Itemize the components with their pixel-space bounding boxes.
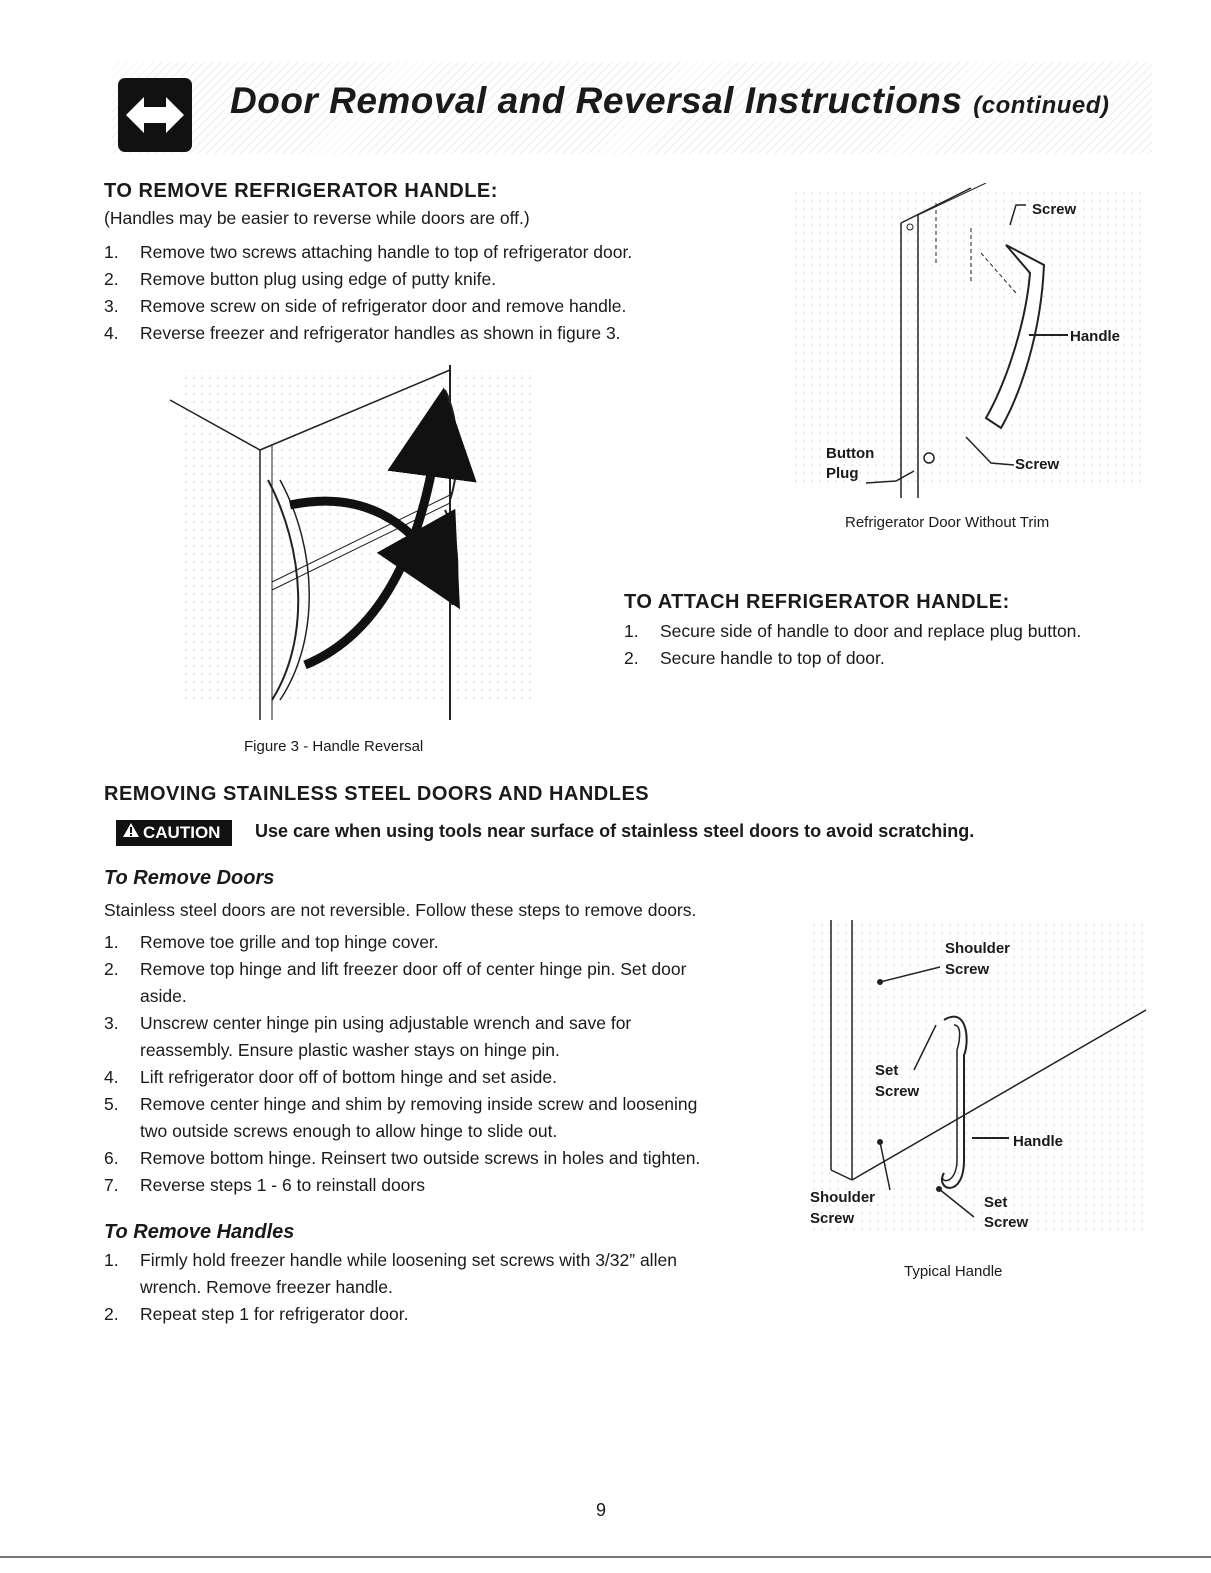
remove-handles-steps [104, 1247, 677, 1328]
label-handle: Handle [1070, 328, 1121, 345]
list-item: 1. Secure side of handle to door and replace plug button. [624, 621, 1082, 641]
label-set-left: Set [875, 1062, 899, 1079]
label-plug: Plug [826, 465, 859, 482]
caution-label: CAUTION [143, 823, 221, 842]
remove-handle-heading: TO REMOVE REFRIGERATOR HANDLE: [104, 180, 498, 202]
list-item: 2. Remove top hinge and lift freezer door off of center hinge pin. Set door aside. [104, 959, 687, 1006]
label-set-right: Set [984, 1194, 1008, 1211]
list-item: 1. Firmly hold freezer handle while loosening set screws with 3/32” allen wrench. Remove freezer handle. [104, 1250, 677, 1297]
caution-badge [116, 820, 232, 846]
typical-handle-caption: Typical Handle [904, 1263, 1003, 1280]
caution-text: Use care when using tools near surface of stainless steel doors to avoid scratching. [255, 821, 975, 841]
figure3-caption: Figure 3 - Handle Reversal [244, 738, 424, 755]
door-figure-caption: Refrigerator Door Without Trim [845, 514, 1050, 531]
stainless-heading: REMOVING STAINLESS STEEL DOORS AND HANDLES [104, 783, 650, 805]
label-handle: Handle [1013, 1133, 1064, 1150]
list-item: 1. Remove toe grille and top hinge cover. [104, 932, 439, 952]
list-item: 4. Reverse freezer and refrigerator handles as shown in figure 3. [104, 323, 621, 343]
label-screw-right: Screw [984, 1214, 1029, 1231]
label-shoulder-top: Shoulder [945, 940, 1011, 957]
list-item: 5. Remove center hinge and shim by removing inside screw and loosening two outside screws enough to allow hinge to slide out. [104, 1094, 698, 1141]
page-title-suffix: (continued) [973, 92, 1110, 119]
handle-reversal-figure [160, 360, 540, 725]
list-item: 3. Unscrew center hinge pin using adjustable wrench and save for reassembly. Ensure plastic washer stays on hinge pin. [104, 1013, 632, 1060]
list-item: 2. Secure handle to top of door. [624, 648, 885, 668]
label-screw-bottom: Screw [810, 1210, 855, 1227]
page-title-text: Door Removal and Reversal Instructions [230, 80, 963, 121]
double-arrow-icon [118, 78, 192, 152]
list-item: 3. Remove screw on side of refrigerator door and remove handle. [104, 296, 627, 316]
list-item: 2. Remove button plug using edge of putty knife. [104, 269, 497, 289]
label-shoulder-bottom: Shoulder [810, 1189, 876, 1206]
label-button: Button [826, 445, 875, 462]
list-item: 1. Remove two screws attaching handle to top of refrigerator door. [104, 242, 633, 262]
list-item: 6. Remove bottom hinge. Reinsert two outside screws in holes and tighten. [104, 1148, 701, 1168]
label-screw-top: Screw [945, 961, 990, 978]
attach-handle-heading: TO ATTACH REFRIGERATOR HANDLE: [624, 591, 1010, 613]
label-screw-top: Screw [1032, 201, 1077, 218]
remove-doors-subheading: To Remove Doors [104, 867, 275, 889]
remove-handles-subheading: To Remove Handles [104, 1221, 295, 1243]
list-item: 4. Lift refrigerator door off of bottom hinge and set aside. [104, 1067, 558, 1087]
list-item: 2. Repeat step 1 for refrigerator door. [104, 1304, 409, 1324]
remove-doors-steps [104, 929, 700, 1199]
page-title [230, 80, 1109, 122]
bottom-rule [0, 1556, 1211, 1558]
remove-handle-steps [104, 239, 632, 347]
attach-handle-steps [624, 618, 1081, 672]
label-screw-left: Screw [875, 1083, 920, 1100]
warning-triangle-icon [122, 820, 140, 846]
page-number: 9 [596, 1500, 607, 1520]
remove-doors-intro: Stainless steel doors are not reversible. Follow these steps to remove doors. [104, 900, 697, 920]
label-screw-bottom: Screw [1015, 456, 1060, 473]
list-item: 7. Reverse steps 1 - 6 to reinstall doors [104, 1175, 425, 1195]
remove-handle-note: (Handles may be easier to reverse while doors are off.) [104, 208, 530, 228]
